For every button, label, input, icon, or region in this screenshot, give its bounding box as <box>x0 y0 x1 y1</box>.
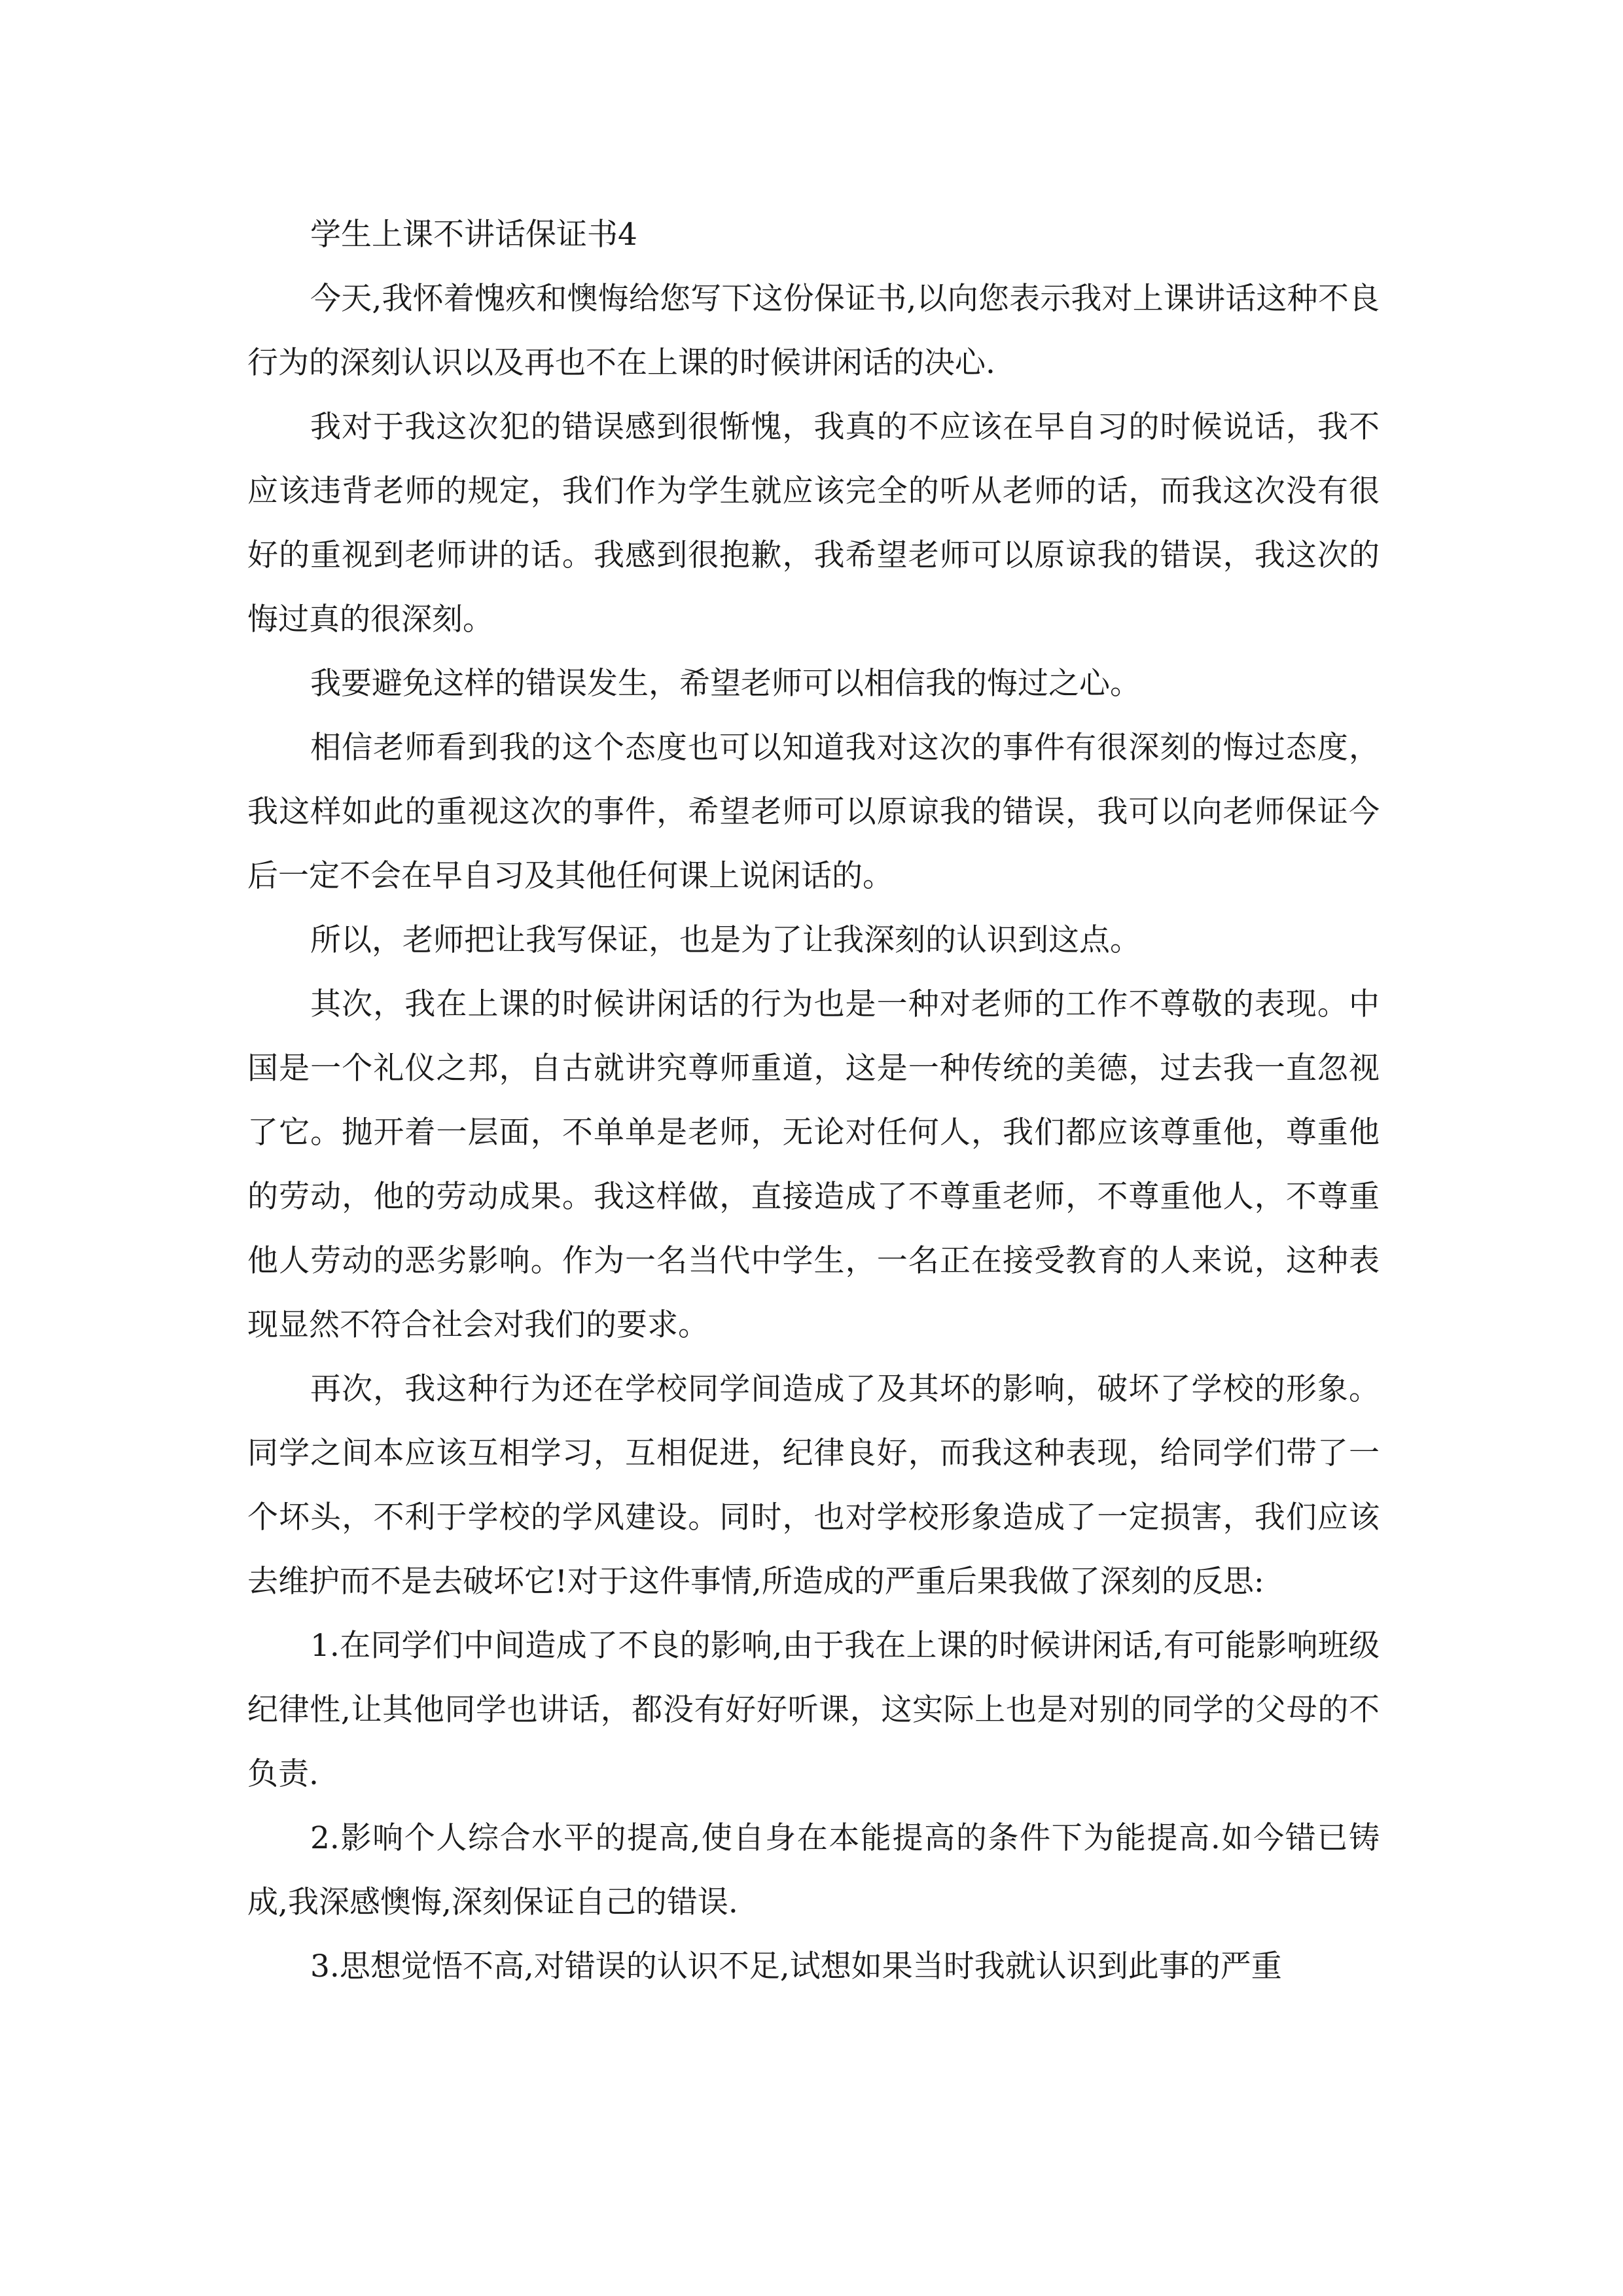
list-item-2: 2.影响个人综合水平的提高,使自身在本能提高的条件下为能提高.如今错已铸成,我深感懊悔,深刻保证自己的错误. <box>247 1820 1380 1920</box>
list-item-1: 1.在同学们中间造成了不良的影响,由于我在上课的时候讲闲话,有可能影响班级纪律性,让其他同学也讲话，都没有好好听课，这实际上也是对别的同学的父母的不负责. <box>247 1628 1380 1792</box>
paragraph-intro: 今天,我怀着愧疚和懊悔给您写下这份保证书,以向您表示我对上课讲话这种不良行为的深刻认识以及再也不在上课的时候讲闲话的决心. <box>247 281 1380 381</box>
paragraph-avoid-mistake: 我要避免这样的错误发生，希望老师可以相信我的悔过之心。 <box>310 666 1141 702</box>
document-body <box>247 203 1380 1999</box>
paragraph-attitude: 相信老师看到我的这个态度也可以知道我对这次的事件有很深刻的悔过态度，我这样如此的重视这次的事件，希望老师可以原谅我的错误，我可以向老师保证今后一定不会在早自习及其他任何课上说闲话的。 <box>247 730 1380 894</box>
paragraph-school-impact: 再次，我这种行为还在学校同学间造成了及其坏的影响，破坏了学校的形象。同学之间本应该互相学习，互相促进，纪律良好，而我这种表现，给同学们带了一个坏头，不利于学校的学风建设。同时，也对学校形象造成了一定损害，我们应该去维护而不是去破坏它!对于这件事情,所造成的严重后果我做了深刻的反思: <box>247 1371 1380 1600</box>
paragraph-apology: 我对于我这次犯的错误感到很惭愧，我真的不应该在早自习的时候说话，我不应该违背老师的规定，我们作为学生就应该完全的听从老师的话，而我这次没有很好的重视到老师讲的话。我感到很抱歉，我希望老师可以原谅我的错误，我这次的悔过真的很深刻。 <box>247 409 1380 637</box>
document-title: 学生上课不讲话保证书4 <box>310 217 637 253</box>
paragraph-reason: 所以，老师把让我写保证，也是为了让我深刻的认识到这点。 <box>310 922 1141 958</box>
list-item-3: 3.思想觉悟不高,对错误的认识不足,试想如果当时我就认识到此事的严重 <box>310 1948 1282 1984</box>
paragraph-respect: 其次，我在上课的时候讲闲话的行为也是一种对老师的工作不尊敬的表现。中国是一个礼仪之邦，自古就讲究尊师重道，这是一种传统的美德，过去我一直忽视了它。抛开着一层面，不单单是老师，无论对任何人，我们都应该尊重他，尊重他的劳动，他的劳动成果。我这样做，直接造成了不尊重老师，不尊重他人，不尊重他人劳动的恶劣影响。作为一名当代中学生，一名正在接受教育的人来说，这种表现显然不符合社会对我们的要求。 <box>247 986 1380 1343</box>
